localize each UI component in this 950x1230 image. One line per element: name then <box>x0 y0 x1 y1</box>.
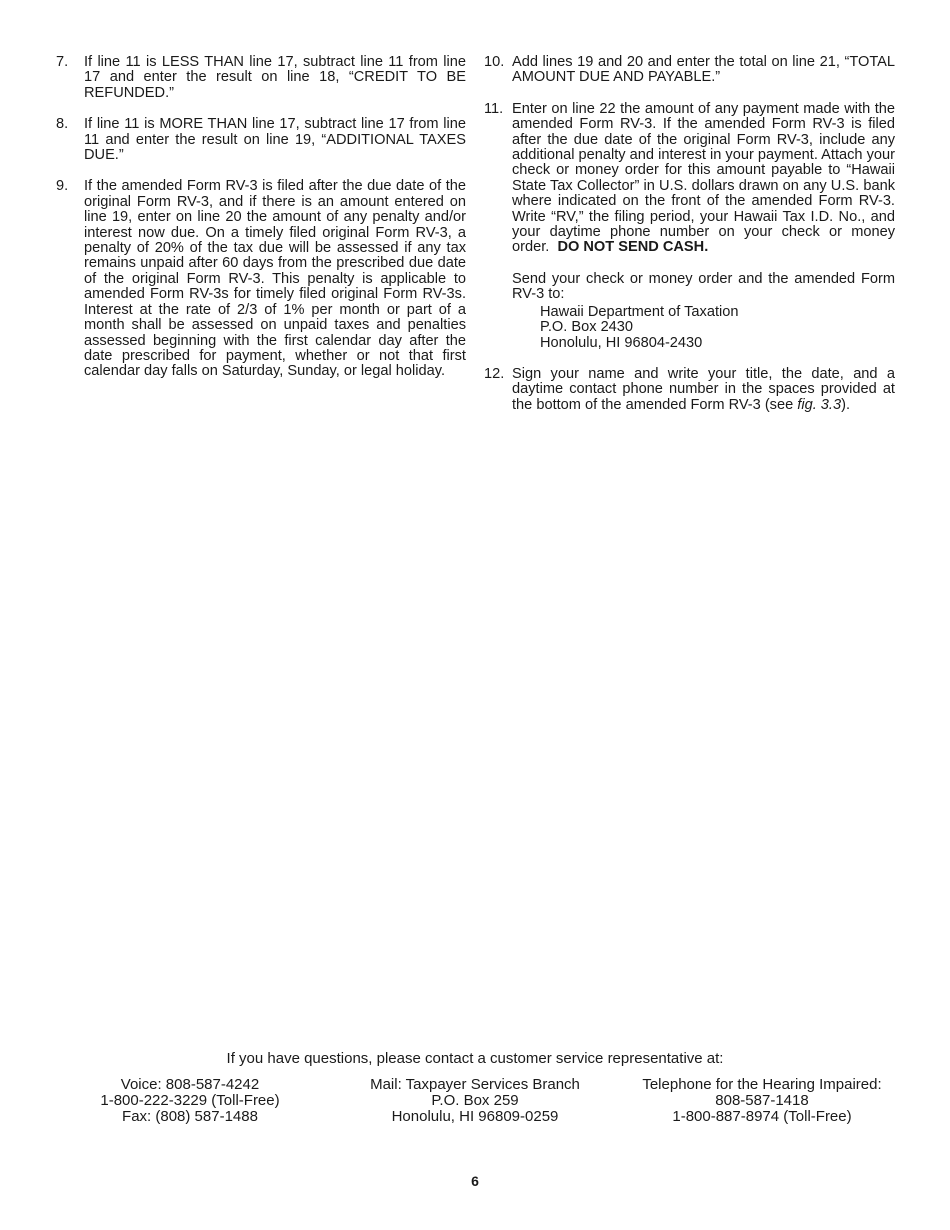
item-number: 10. <box>484 54 505 70</box>
tty-label: Telephone for the Hearing Impaired: <box>642 1076 882 1093</box>
mail-branch: Mail: Taxpayer Services Branch <box>370 1076 580 1093</box>
contact-voice-block <box>90 1077 290 1125</box>
right-column <box>484 55 895 429</box>
mail-po-box: P.O. Box 259 <box>431 1092 519 1109</box>
item-text: Add lines 19 and 20 and enter the total on line 21, “TOTAL AMOUNT DUE AND PAYABLE.” <box>512 54 895 86</box>
fax-number: Fax: (808) 587-1488 <box>122 1108 258 1125</box>
contact-intro: If you have questions, please contact a customer service representative at: <box>226 1050 724 1067</box>
item-text: If the amended Form RV-3 is filed after the due date of the original Form RV-3, and if there is an amount entered on line 19, enter on line 20 the amount of any penalty and/or interest now due. On a timely filed original Form RV-3, a penalty of 20% of the tax due will be assessed if any tax remains unpaid after 60 days from the prescribed due date of the original Form RV-3. This penalty is applicable to amended Form RV-3s for timely filed original Form RV-3s. Interest at the rate of 2/3 of 1% per month or part of a month shall be assessed on unpaid taxes and penalties assessed beginning with the first calendar day after the date prescribed for payment, whether or not that first calendar day falls on Saturday, Sunday, or legal holiday. <box>84 178 466 380</box>
item-text-block <box>512 367 895 413</box>
instruction-item-10 <box>484 55 895 86</box>
mailing-address <box>540 305 895 351</box>
item-number: 7. <box>56 54 69 70</box>
tty-phone: 808-587-1418 <box>715 1092 809 1109</box>
item-number: 8. <box>56 116 69 133</box>
page-number: 6 <box>471 1173 479 1189</box>
item-number: 11. <box>484 100 504 117</box>
item-text: Enter on line 22 the amount of any payment made with the amended Form RV-3. If the amended Form RV-3 is filed after the due date of the original Form RV-3, include any additional penalty and interest in your payment. Attach your check or money order for this amount payable to “Hawaii State Tax Collector” in U.S. dollars drawn on any U.S. bank where indicated on the front of the amended Form RV-3. Write “RV,” the filing period, your Hawaii Tax I.D. No., and your daytime phone number on your check or money order. <box>512 100 895 256</box>
mail-city: Honolulu, HI 96809-0259 <box>391 1108 559 1125</box>
item-text: If line 11 is LESS THAN line 17, subtract line 11 from line 17 and enter the result on line 18, “CREDIT TO BE REFUNDED.” <box>84 54 466 101</box>
contact-hearing-impaired-block <box>622 1077 902 1125</box>
item-number: 12. <box>484 365 505 382</box>
instruction-item-8 <box>56 117 466 163</box>
instruction-item-7 <box>56 55 466 101</box>
item-text-end: ). <box>841 396 851 413</box>
left-column <box>56 55 466 396</box>
item-text: If line 11 is MORE THAN line 17, subtract line 17 from line 11 and enter the result on line 19, “ADDITIONAL TAXES DUE.” <box>84 116 466 164</box>
address-line: Honolulu, HI 96804-2430 <box>540 334 703 351</box>
voice-phone: Voice: 808-587-4242 <box>120 1076 260 1093</box>
voice-toll-free: 1-800-222-3229 (Toll-Free) <box>100 1092 280 1109</box>
send-instructions: Send your check or money order and the amended Form RV-3 to: <box>512 270 895 303</box>
item-text: Sign your name and write your title, the date, and a daytime contact phone number in the spaces provided at the bottom of the amended Form RV-3 (see <box>512 365 895 413</box>
item-text-block <box>512 102 895 256</box>
instruction-item-9 <box>56 179 466 379</box>
item-number: 9. <box>56 178 69 195</box>
tty-toll-free: 1-800-887-8974 (Toll-Free) <box>672 1108 852 1125</box>
no-cash-warning: DO NOT SEND CASH. <box>557 239 709 256</box>
address-line: P.O. Box 2430 <box>540 319 634 336</box>
address-line: Hawaii Department of Taxation <box>540 303 739 320</box>
instruction-item-12 <box>484 367 895 413</box>
contact-mail-block <box>355 1077 595 1125</box>
figure-reference: fig. 3.3 <box>797 396 842 413</box>
instruction-item-11 <box>484 102 895 351</box>
